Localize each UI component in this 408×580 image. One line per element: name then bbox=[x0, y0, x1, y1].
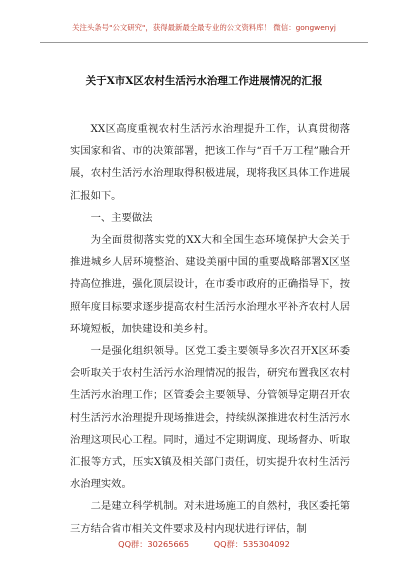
footer bbox=[0, 539, 408, 550]
footer-qq-group-1: QQ群：30265665 bbox=[118, 539, 190, 549]
section-heading: 一、主要做法 bbox=[90, 211, 153, 224]
body-paragraph: 为全面贯彻落实党的XX大和全国生态环境保护大会关于推进城乡人居环境整治、建设美丽中国的重要战略部署X区坚持高位推进，强化顶层设计，在市委市政府的正确指导下，按照年度目标要求逐步提高农村生活污水治理水平补齐农村人居环境短板，加快建设和美乡村。 bbox=[70, 234, 350, 335]
header-banner: 关注头条号"公文研究"，获得最新最全最专业的公文资料库！ 微信：gongwenyj bbox=[72, 23, 336, 32]
body-paragraph: 二是建立科学机制。对未进场施工的自然村，我区委托第三方结合省市相关文件要求及村内现状进行评估，制 bbox=[70, 500, 350, 535]
intro-paragraph: XX区高度重视农村生活污水治理提升工作，认真贯彻落实国家和省、市的决策部署，把该工作与“百千万工程”融合开展，农村生活污水治理取得积极进展，现将我区具体工作进展汇报如下。 bbox=[70, 123, 350, 202]
document-title: 关于X市X区农村生活污水治理工作进展情况的汇报 bbox=[85, 75, 323, 87]
document-body bbox=[70, 118, 350, 540]
body-paragraph: 一是强化组织领导。区党工委主要领导多次召开X区环委会听取关于农村生活污水治理情况的报告，研究布置我区农村生活污水治理工作；区管委会主要领导、分管领导定期召开农村生活污水治理提升现场推进会，持续纵深推进农村生活污水治理这项民心工程。同时，通过不定期调度、现场督办、听取汇报等方式，压实X镇及相关部门责任，切实提升农村生活污水治理实效。 bbox=[70, 345, 350, 491]
header-divider bbox=[40, 42, 368, 43]
footer-qq-group-2: QQ群：535304092 bbox=[213, 539, 290, 549]
